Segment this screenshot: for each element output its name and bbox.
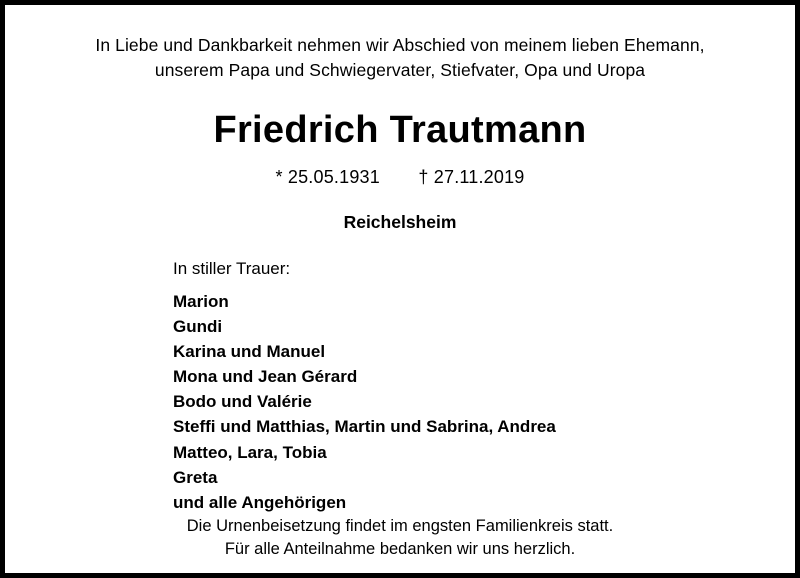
intro-line-2: unserem Papa und Schwiegervater, Stiefvater, Opa und Uropa [154, 59, 646, 80]
place-name: Reichelsheim [343, 211, 457, 232]
list-item: Mona und Jean Gérard [173, 367, 358, 387]
life-dates [35, 167, 765, 188]
list-item: Karina und Manuel [173, 341, 326, 361]
death-date: † 27.11.2019 [418, 166, 525, 187]
birth-date: * 25.05.1931 [275, 166, 380, 187]
mourners-heading: In stiller Trauer: [173, 258, 291, 278]
list-item: Greta [173, 467, 218, 487]
closing-line-2: Für alle Anteilnahme bedanken wir uns herzlich. [224, 540, 576, 559]
list-item: Steffi und Matthias, Martin und Sabrina, Andrea [173, 417, 556, 437]
deceased-name: Friedrich Trautmann [213, 108, 587, 151]
mourners-section [35, 259, 765, 515]
list-item: und alle Angehörigen [173, 492, 347, 512]
list-item: Gundi [173, 316, 223, 336]
closing-text [35, 515, 765, 562]
list-item: Bodo und Valérie [173, 392, 312, 412]
intro-line-1: In Liebe und Dankbarkeit nehmen wir Abschied von meinem lieben Ehemann, [95, 35, 705, 55]
list-item: Matteo, Lara, Tobia [173, 442, 327, 462]
list-item: Marion [173, 291, 229, 311]
intro-text [35, 33, 765, 83]
closing-line-1: Die Urnenbeisetzung findet im engsten Familienkreis statt. [186, 516, 614, 535]
